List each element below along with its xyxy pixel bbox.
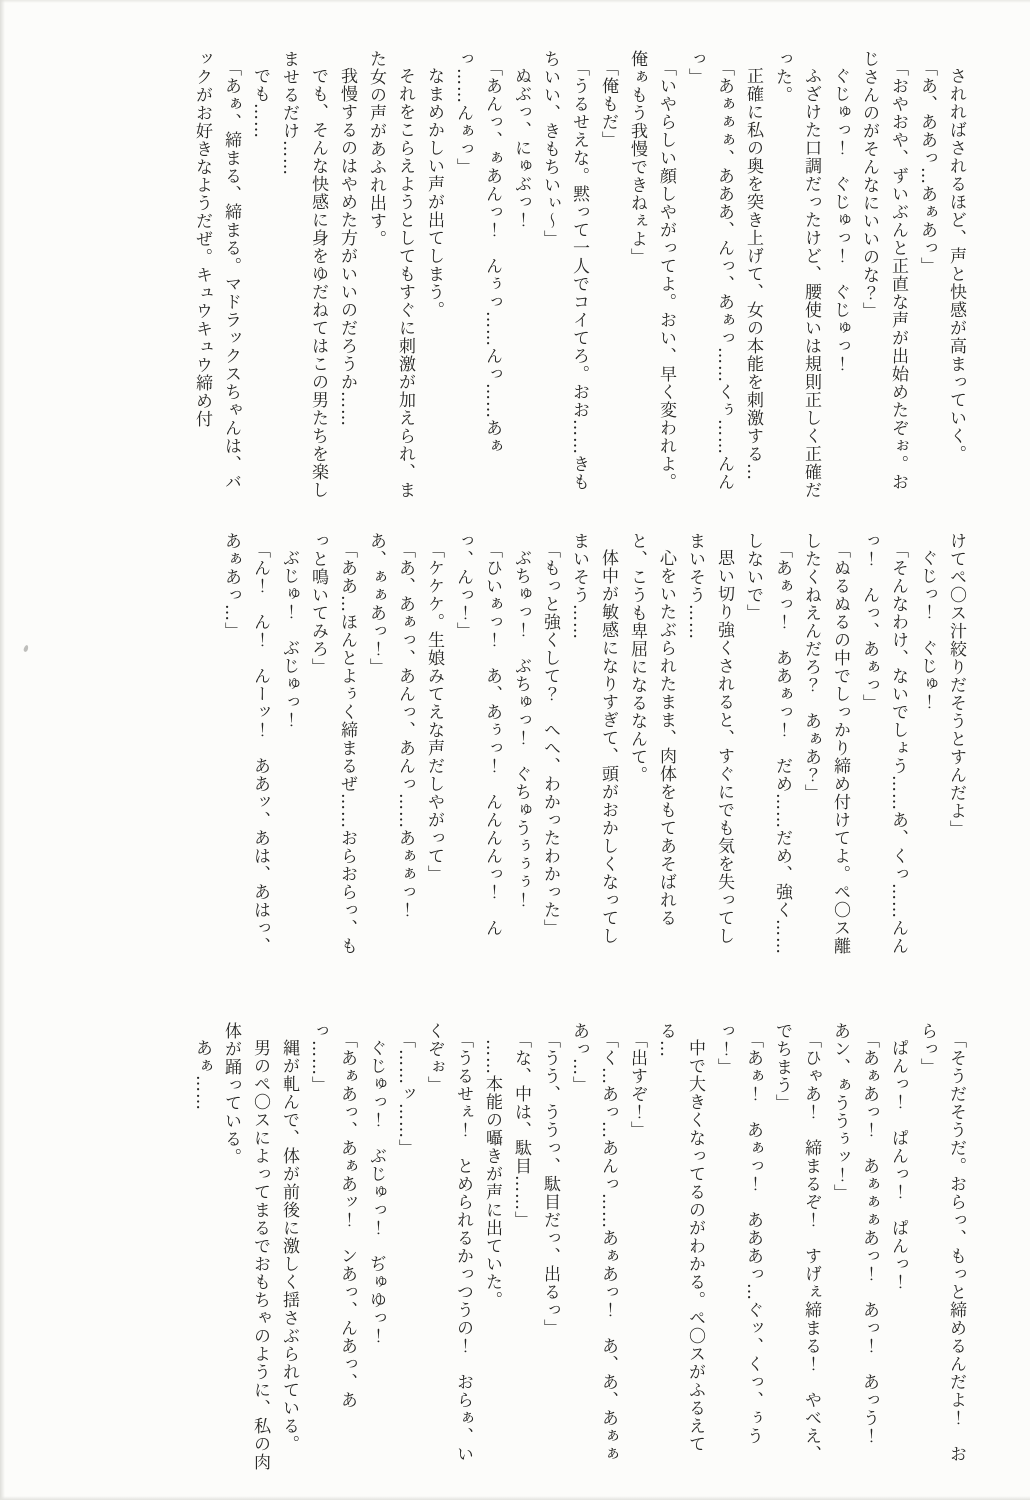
paragraph-narration: 心をいたぶられたまま、肉体をもてあそばれると、こうも卑屈になるなんて。	[627, 532, 676, 927]
paragraph-dialogue: 「あ、あぁっ、あんっ、あんっ……あぁぁっ！ あ、ぁぁあっ！」	[366, 532, 415, 938]
paragraph-dialogue: 「ん！ ん！ んーッ！ ああッ、あは、あはっ、あぁあっ…」	[221, 532, 270, 956]
paragraph-narration: ふざけた口調だったけど、腰使いは規則正しく正確だった。	[772, 50, 821, 499]
paragraph-sfx: ぬぶっ、にゅぶっ！	[511, 67, 531, 229]
scan-speck	[23, 645, 29, 653]
paragraph-dialogue: 「な、中は、駄目……」	[511, 1031, 531, 1230]
paragraph-narration: 縄が軋んで、体が前後に激しく揺さぶられている。	[279, 1039, 299, 1453]
scan-edge-bottom	[0, 1496, 1030, 1500]
paragraph-narration: 我慢するのはやめた方がいいのだろうか……	[337, 67, 357, 427]
paragraph-dialogue: 「く…あっ…あんっ……あぁあっ！ あ、あ、あぁぁあっ…」	[569, 1022, 618, 1464]
paragraph-sfx: ぐじゅっ！ ぶじゅっ！ ぢゅゆっ！	[366, 1039, 386, 1345]
scan-edge-top	[0, 0, 1030, 3]
paragraph-dialogue: 「そんなわけ、ないでしょう……あ、くっ……んんっ！ んっ、あぁっ」	[859, 532, 908, 956]
paragraph-continuation: けてペ〇ス汁絞りだそうとすんだよ」	[946, 532, 966, 838]
paragraph-narration: ……本能の囁きが声に出ていた。	[482, 1039, 502, 1309]
paragraph-dialogue: 「あ、ああっ…あぁあっ」	[917, 59, 937, 276]
text-block-top	[187, 50, 970, 505]
paragraph-dialogue: 「うるせぇ！ とめられるかっつうの！ おらぁ、いくぞぉ」	[424, 1022, 473, 1464]
paragraph-dialogue: 「ぬるぬるの中でしっかり締め付けてよ。ペ〇ス離したくねえんだろ？ あぁあ？」	[801, 532, 850, 956]
paragraph-dialogue: 「ひいぁっ！ あ、あぅっ！ んんんんっ！ んっ、んっ！」	[453, 532, 502, 938]
paragraph-narration: あぁ……	[192, 1039, 212, 1111]
paragraph-sfx: ぱんっ！ ぱんっ！ ぱんっ！	[888, 1039, 908, 1291]
paragraph-narration: 男のペ〇スによってまるでおもちゃのように、私の肉体が踊っている。	[221, 1022, 270, 1471]
paragraph-dialogue: 「うるせえな。黙って一人でコイてろ。おお……きもちいい、きもちいぃ〜」	[540, 50, 589, 492]
paragraph-narration: なまめかしい声が出てしまう。	[424, 67, 444, 319]
paragraph-dialogue: 「いやらしい顔しやがってよ。おい、早く変われよ。俺ぁもう我慢できねぇよ」	[627, 50, 676, 492]
paragraph-sfx: ぐじゅっ！ ぐじゅっ！ ぐじゅっ！	[830, 67, 850, 373]
paragraph-dialogue: 「そうだそうだ。おらっ、もっと締めるんだよ！ おらっ」	[917, 1022, 966, 1464]
paragraph-dialogue: 「あぁあっ！ あぁぁぁあっ！ あっ！ あっう！ あン、ぁううぅッ！」	[830, 1022, 879, 1464]
paragraph-narration: でも……	[250, 67, 270, 139]
paragraph-dialogue: 「ひゃあ！ 締まるぞ！ すげぇ締まる！ やべえ、でちまう」	[772, 1022, 821, 1464]
paragraph-sfx: ぶちゅっ！ ぶちゅっ！ ぐちゅうぅぅぅ！	[511, 549, 531, 909]
paragraph-dialogue: 「あぁぁぁ、あああ、んっ、あぁっ……くぅ……んんっ」	[685, 50, 734, 492]
paragraph-dialogue: 「あぁあっ、あぁあッ！ ンあっ、んあっ、あっ……」	[308, 1022, 357, 1410]
paragraph-dialogue: 「……ッ……」	[395, 1031, 415, 1158]
paragraph-narration: 体中が敏感になりすぎて、頭がおかしくなってしまいそう……	[569, 532, 618, 945]
paragraph-dialogue: 「うう、ううっ、駄目だっ、出るっ」	[540, 1031, 560, 1338]
text-block-middle	[216, 532, 970, 957]
paragraph-dialogue: 「あぁ、締まる、締まる。マドラックスちゃんは、バックがお好きなようだぜ。キュウキュウ締め付	[192, 50, 241, 492]
paragraph-narration: 思い切り強くされると、すぐにでも気を失ってしまいそう……	[685, 532, 734, 945]
scan-edge-left	[0, 0, 5, 1500]
paragraph-dialogue: 「もっと強くして？ へへ、わかったわかった」	[540, 541, 560, 938]
paragraph-sfx: ぐじっ！ ぐじゅ！	[917, 549, 937, 711]
paragraph-narration: 正確に私の奥を突き上げて、女の本能を刺激する…	[743, 67, 763, 481]
paragraph-dialogue: 「ケケケ。生娘みてえな声だしやがって」	[424, 541, 444, 884]
paragraph-narration: それをこらえようとしてもすぐに刺激が加えられ、また女の声があふれ出す。	[366, 50, 415, 499]
paragraph-dialogue: 「ああ…ほんとよぅく締まるぜ……おらおらっ、もっと鳴いてみろ」	[308, 532, 357, 956]
paragraph-dialogue: 「俺もだ」	[598, 59, 618, 150]
paragraph-dialogue: 「あぁっ！ ああぁっ！ だめ……だめ、強く……しないで」	[743, 532, 792, 956]
paragraph-dialogue: 「あぁ！ あぁっ！ あああっ…ぐッ、くっ、ぅうっ！」	[714, 1022, 763, 1446]
paragraph-sfx: ぶじゅ！ ぶじゅっ！	[279, 549, 299, 729]
paragraph-dialogue: 「出すぞ！」	[627, 1031, 647, 1140]
text-block-bottom	[187, 1022, 970, 1472]
paragraph-dialogue: 「あんっ、ぁあんっ！ んぅっ……んっ……あぁっ……んぁっ」	[453, 50, 502, 456]
paragraph-narration: でも、そんな快感に身をゆだねてはこの男たちを楽しませるだけ……	[279, 50, 328, 499]
paragraph-dialogue: 「おやおや、ずいぶんと正直な声が出始めたぞぉ。おじさんのがそんなにいいのな？」	[859, 50, 908, 492]
paragraph-narration: 中で大きくなってるのがわかる。ペ〇スがふるえてる…	[656, 1022, 705, 1453]
paragraph-narration: されればされるほど、声と快感が高まっていく。	[946, 67, 966, 463]
